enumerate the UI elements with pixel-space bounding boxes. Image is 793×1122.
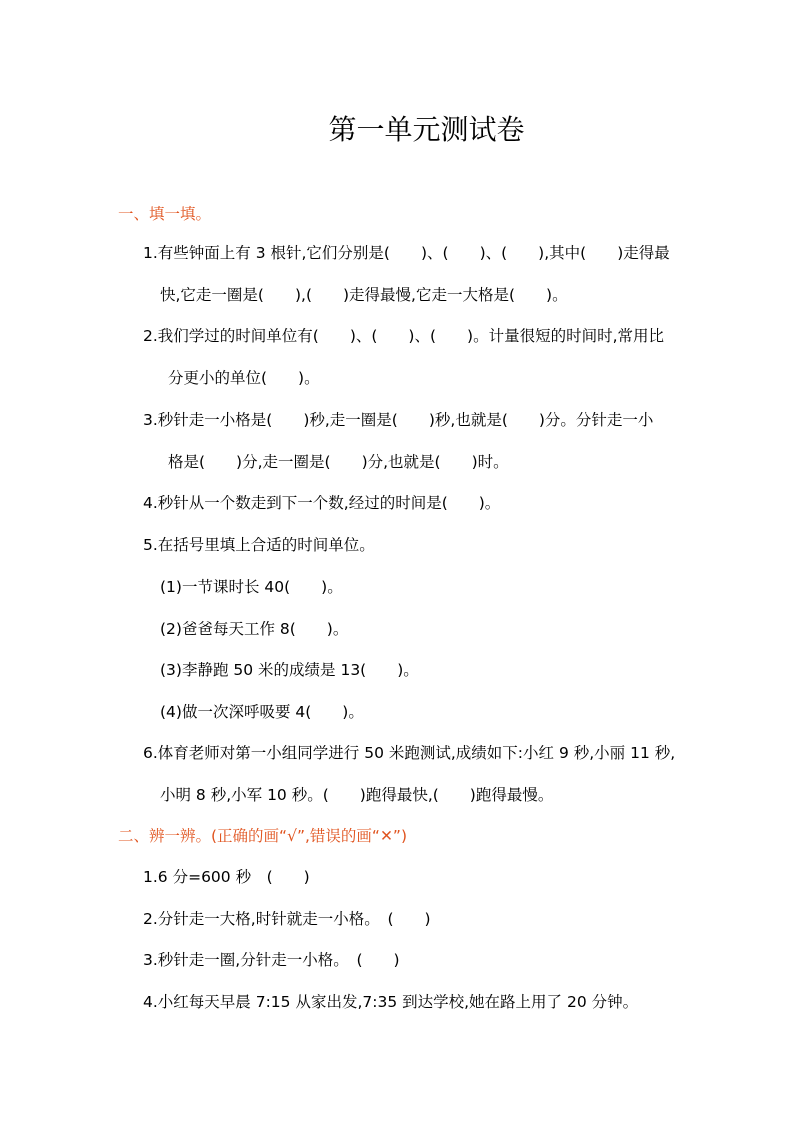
q5-item-4: (4)做一次深呼吸要 4( )。	[160, 703, 364, 721]
q6-line1: 6.体育老师对第一小组同学进行 50 米跑测试,成绩如下:小红 9 秒,小丽 11 秒,	[143, 744, 676, 762]
q5-item-3: (3)李静跑 50 米的成绩是 13( )。	[160, 661, 419, 679]
judge-item-3: 3.秒针走一圈,分针走一小格。 ( )	[143, 951, 400, 969]
q6-line2: 小明 8 秒,小军 10 秒。( )跑得最快,( )跑得最慢。	[160, 786, 554, 804]
judge-item-2: 2.分针走一大格,时针就走一小格。 ( )	[143, 910, 431, 928]
q4: 4.秒针从一个数走到下一个数,经过的时间是( )。	[143, 494, 501, 512]
q3-line2: 格是( )分,走一圈是( )分,也就是( )时。	[168, 453, 509, 471]
q1-line2: 快,它走一圈是( ),( )走得最慢,它走一大格是( )。	[160, 286, 568, 304]
q5-item-1: (1)一节课时长 40( )。	[160, 578, 343, 596]
section1-heading: 一、填一填。	[118, 205, 212, 223]
q5: 5.在括号里填上合适的时间单位。	[143, 536, 375, 554]
judge-item-4: 4.小红每天早晨 7:15 从家出发,7:35 到达学校,她在路上用了 20 分钟。	[143, 993, 639, 1011]
page-title: 第一单元测试卷	[328, 113, 525, 146]
q2-line1: 2.我们学过的时间单位有( )、( )、( )。计量很短的时间时,常用比	[143, 327, 665, 345]
q5-item-2: (2)爸爸每天工作 8( )。	[160, 620, 349, 638]
q3-line1: 3.秒针走一小格是( )秒,走一圈是( )秒,也就是( )分。分针走一小	[143, 411, 654, 429]
q1-line1: 1.有些钟面上有 3 根针,它们分别是( )、( )、( ),其中( )走得最	[143, 244, 670, 262]
judge-item-1: 1.6 分=600 秒 ( )	[143, 868, 310, 886]
section2-heading: 二、辨一辨。(正确的画“√”,错误的画“✕”)	[118, 827, 408, 845]
q2-line2: 分更小的单位( )。	[168, 369, 320, 387]
